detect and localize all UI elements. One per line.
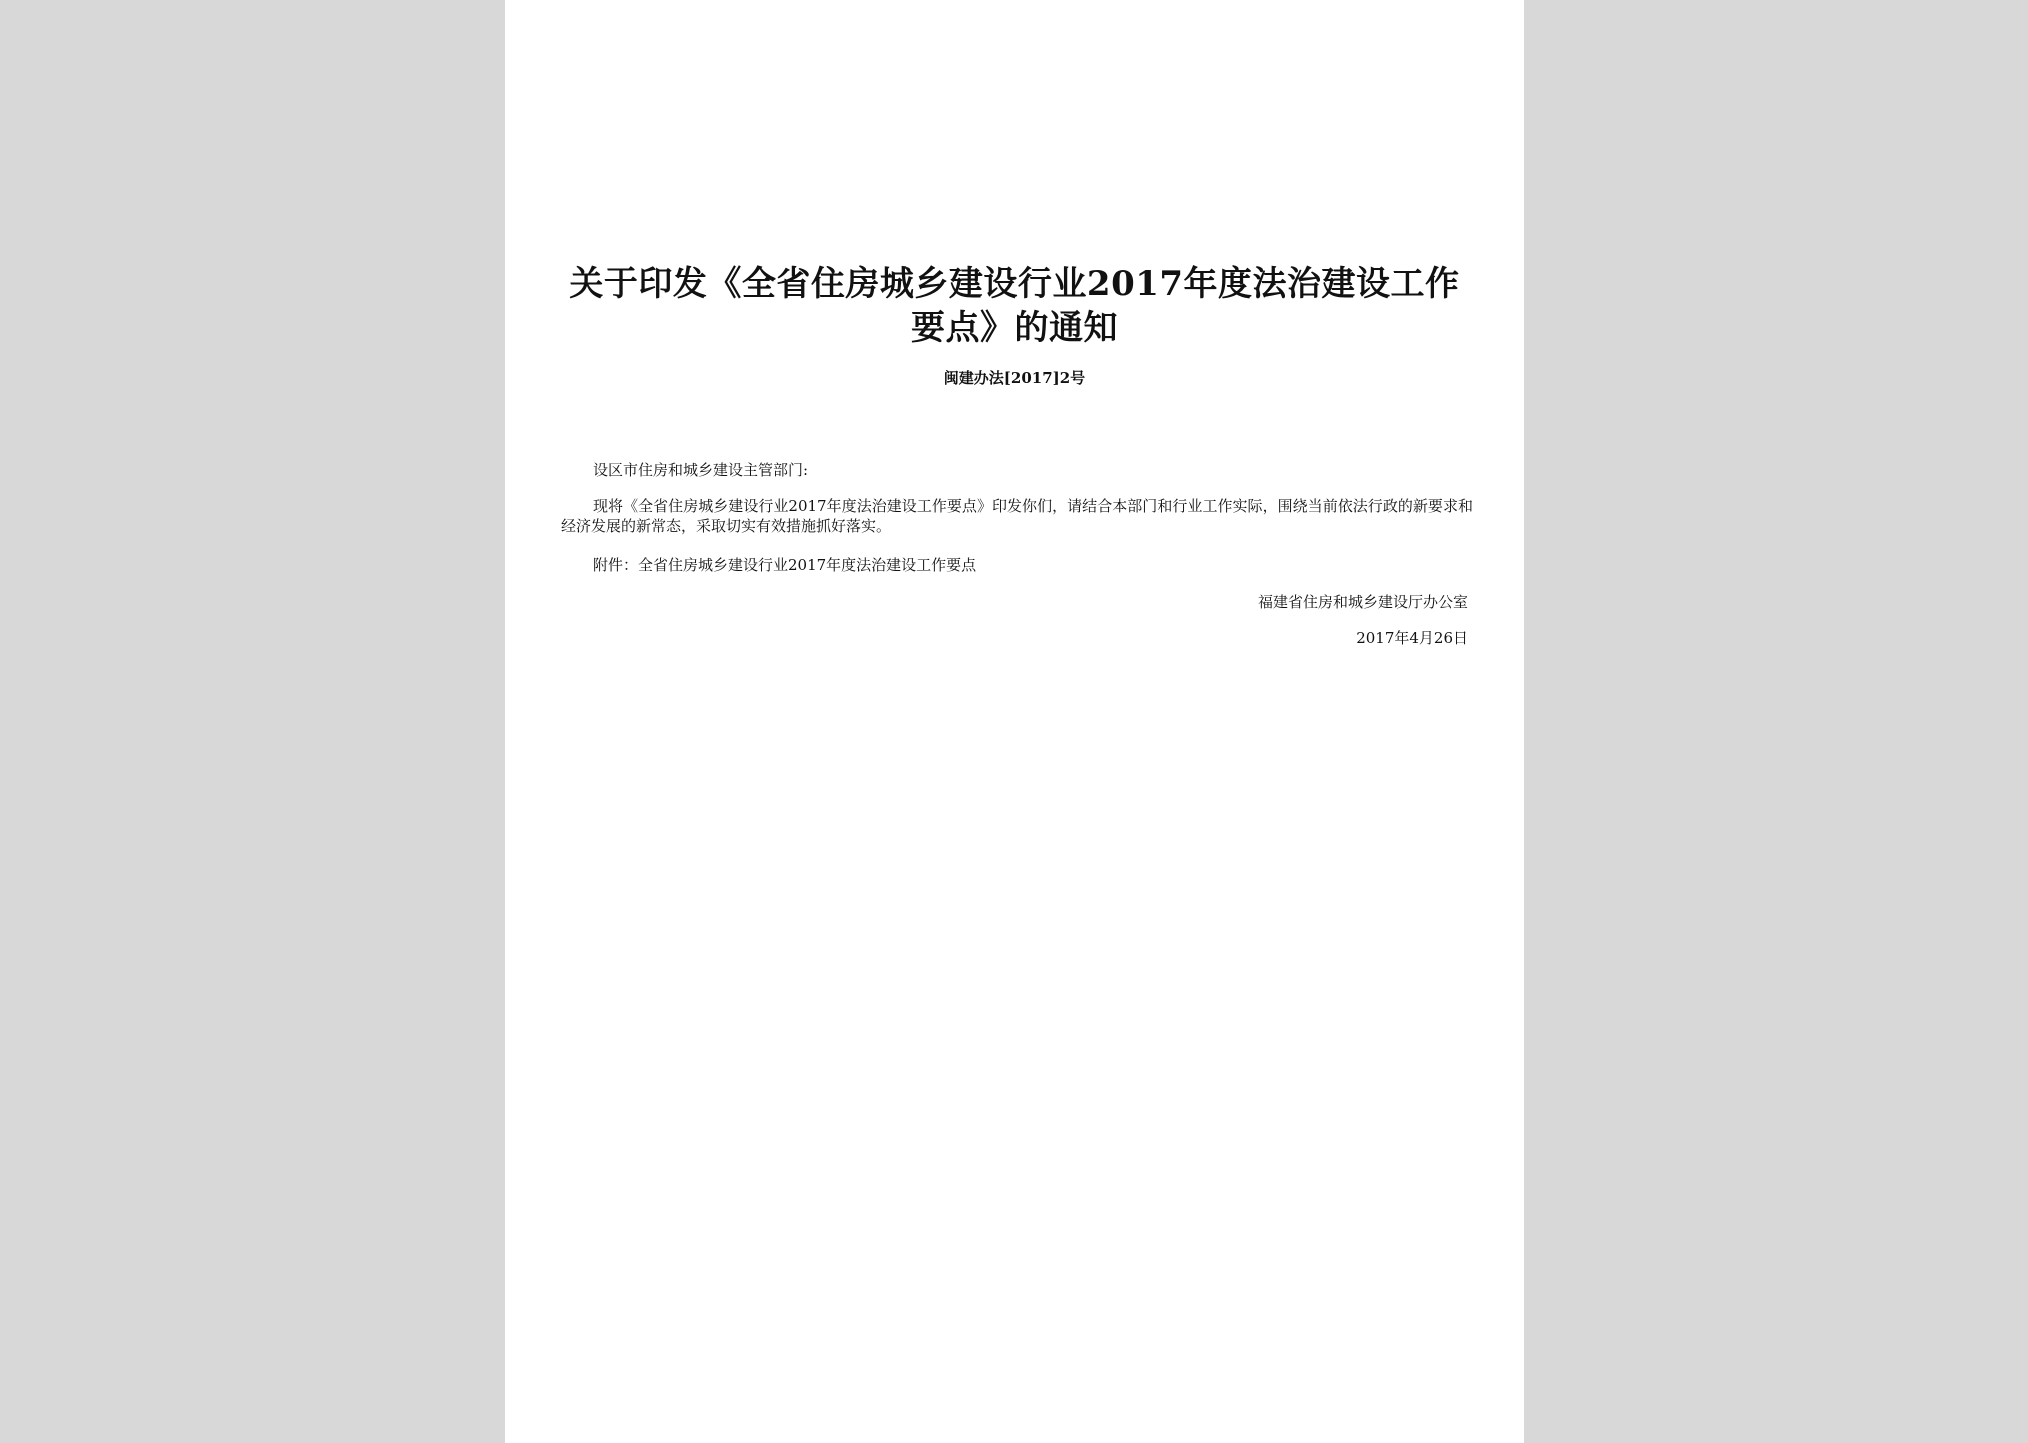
attachment-line: 附件：全省住房城乡建设行业2017年度法治建设工作要点 xyxy=(593,556,977,574)
document-number: 闽建办法[2017]2号 xyxy=(943,369,1086,387)
issue-date: 2017年4月26日 xyxy=(1356,629,1468,647)
addressee-line: 设区市住房和城乡建设主管部门: xyxy=(593,461,809,479)
issuer-signature: 福建省住房和城乡建设厅办公室 xyxy=(1257,593,1468,611)
document-page xyxy=(505,0,1524,1443)
document-title: 关于印发《全省住房城乡建设行业2017年度法治建设工作要点》的通知 xyxy=(569,264,1460,348)
body-paragraph: 现将《全省住房城乡建设行业2017年度法治建设工作要点》印发你们，请结合本部门和行业工作实际，围绕当前依法行政的新要求和经济发展的新常态，采取切实有效措施抓好落实。 xyxy=(561,497,1473,535)
